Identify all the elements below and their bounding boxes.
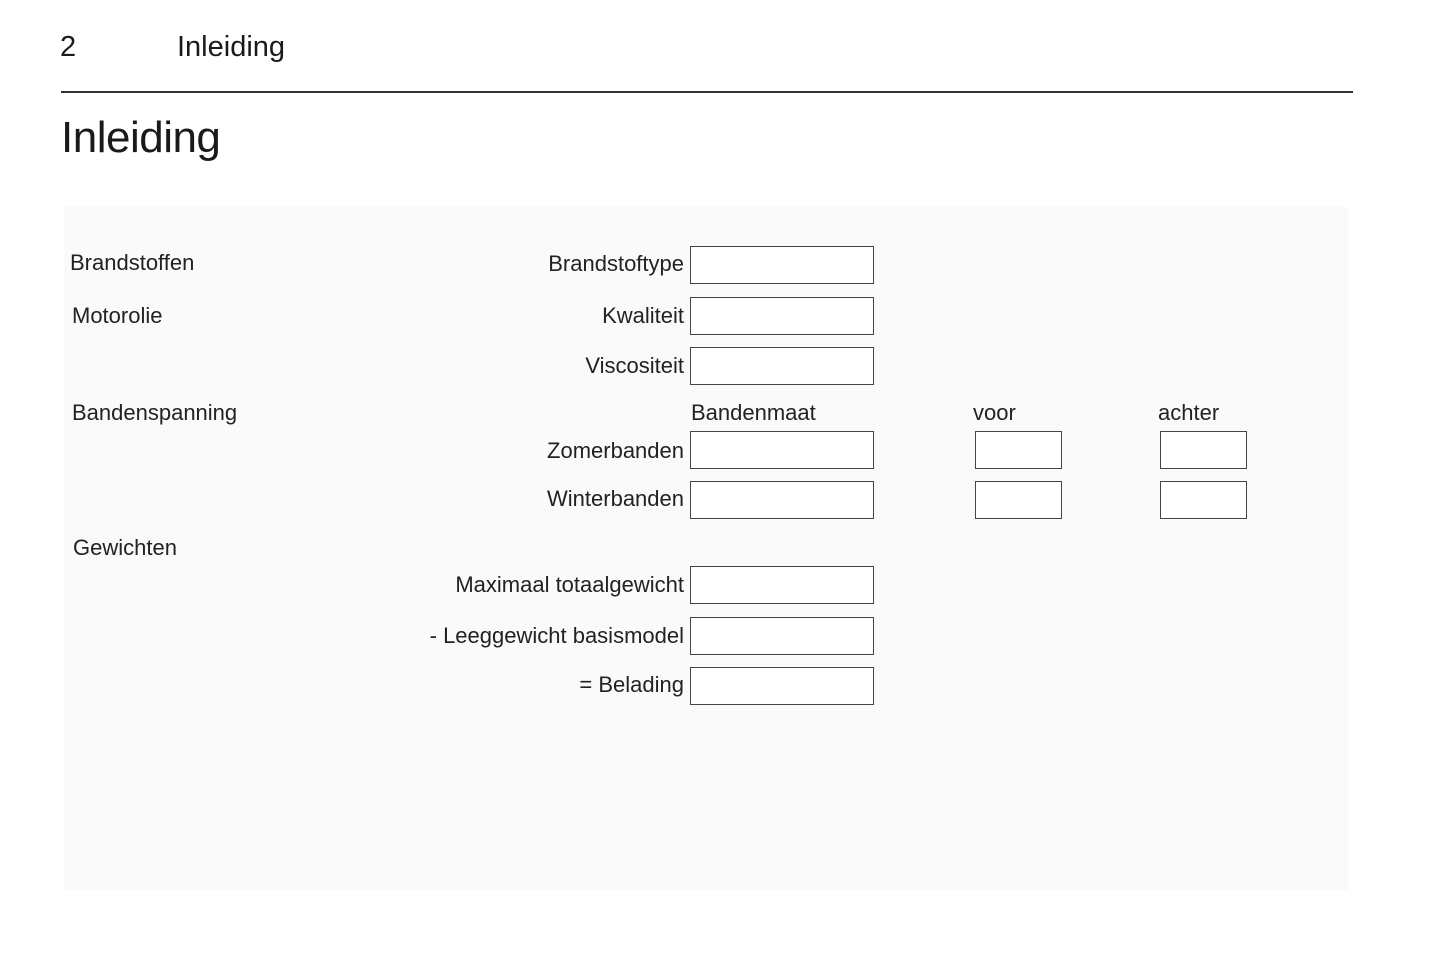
header-rule	[61, 91, 1353, 93]
section-label-tyre-pressure: Bandenspanning	[72, 400, 238, 425]
column-head-rear: achter	[1158, 400, 1220, 425]
running-head: Inleiding	[177, 31, 286, 63]
page-number: 2	[60, 31, 77, 63]
field-label-fuel-type: Brandstoftype	[548, 251, 684, 276]
section-label-engine-oil: Motorolie	[72, 303, 163, 328]
summer-tyre-size-field[interactable]	[690, 431, 874, 469]
fuel-type-field[interactable]	[690, 246, 874, 284]
field-label-winter-tyres: Winterbanden	[547, 486, 684, 511]
section-label-fuel: Brandstoffen	[70, 250, 195, 275]
empty-weight-field[interactable]	[690, 617, 874, 655]
column-head-tyre-size: Bandenmaat	[691, 400, 816, 425]
winter-rear-pressure-field[interactable]	[1160, 481, 1247, 519]
field-label-quality: Kwaliteit	[602, 303, 684, 328]
max-total-weight-field[interactable]	[690, 566, 874, 604]
summer-front-pressure-field[interactable]	[975, 431, 1062, 469]
field-label-summer-tyres: Zomerbanden	[547, 438, 684, 463]
field-label-viscosity: Viscositeit	[585, 353, 684, 378]
winter-front-pressure-field[interactable]	[975, 481, 1062, 519]
field-label-empty-weight: - Leeggewicht basismodel	[429, 623, 684, 648]
load-field[interactable]	[690, 667, 874, 705]
winter-tyre-size-field[interactable]	[690, 481, 874, 519]
column-head-front: voor	[973, 400, 1016, 425]
quality-field[interactable]	[690, 297, 874, 335]
field-label-max-total-weight: Maximaal totaalgewicht	[455, 572, 684, 597]
viscosity-field[interactable]	[690, 347, 874, 385]
section-label-weights: Gewichten	[73, 535, 177, 560]
summer-rear-pressure-field[interactable]	[1160, 431, 1247, 469]
page-title: Inleiding	[61, 113, 221, 162]
field-label-load: = Belading	[579, 672, 684, 697]
